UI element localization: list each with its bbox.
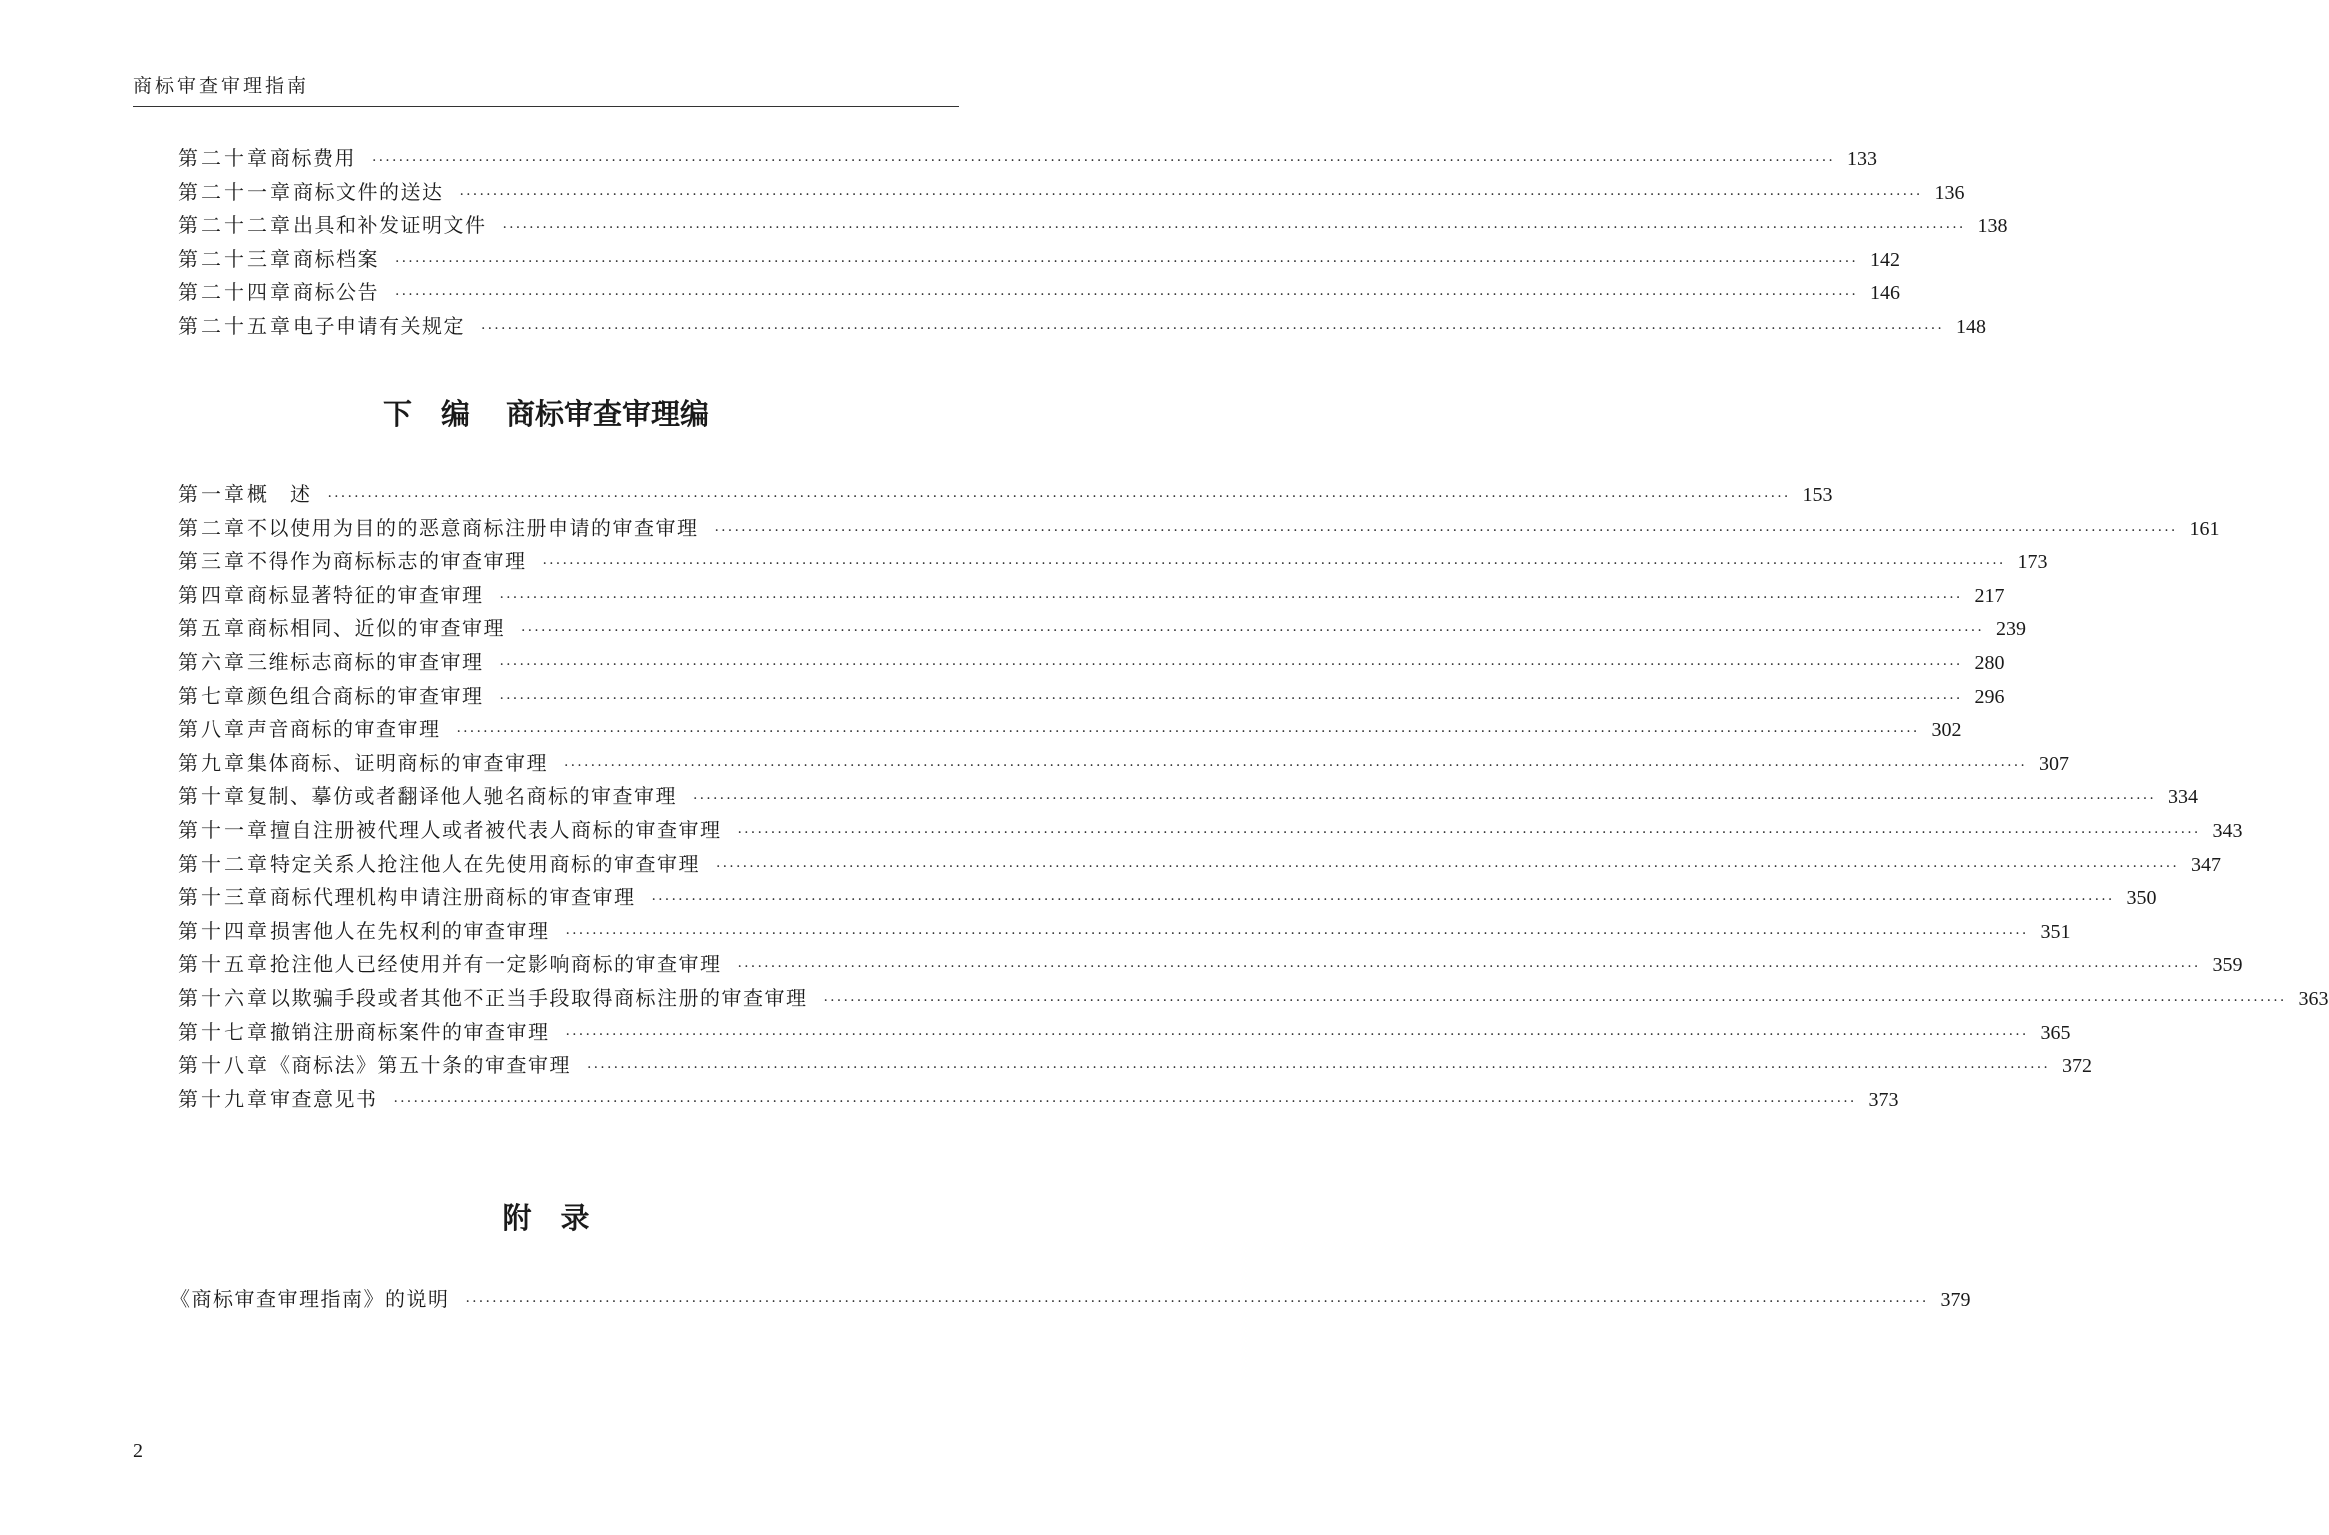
toc-chapter-number: 第十五章 <box>178 952 270 977</box>
toc-appendix-list <box>170 1283 1971 1317</box>
toc-chapter-number: 第二十章 <box>178 146 270 170</box>
toc-leader-dots: ···························································································································································································································· <box>499 690 1963 707</box>
toc-entry <box>178 142 1878 176</box>
toc-chapter-number: 第十章 <box>178 784 247 809</box>
toc-entry <box>178 814 2243 848</box>
toc-page-number: 280 <box>1974 651 2005 674</box>
toc-leader-dots: ···························································································································································································································· <box>481 320 1945 337</box>
toc-chapter-number: 第十四章 <box>178 918 270 943</box>
toc-leader-dots: ···························································································································································································································· <box>587 1060 2051 1077</box>
toc-chapter-title: 不得作为商标标志的审查审理 <box>247 549 527 574</box>
toc-entry <box>178 243 1901 277</box>
appendix-heading <box>0 1196 1092 1237</box>
toc-entry <box>178 1016 2071 1050</box>
toc-entry <box>178 478 1833 512</box>
toc-page-number: 365 <box>2040 1021 2071 1044</box>
appendix-heading-label: 附 录 <box>502 1201 590 1235</box>
toc-page-number: 217 <box>1974 584 2005 607</box>
toc-chapter-title: 电子申请有关规定 <box>293 313 465 338</box>
toc-chapter-title: 商标显著特征的审查审理 <box>247 582 484 607</box>
toc-chapter-number: 第五章 <box>178 616 247 641</box>
toc-leader-dots: ···························································································································································································································· <box>823 992 2287 1009</box>
toc-chapter-title: 集体商标、证明商标的审查审理 <box>247 750 548 775</box>
toc-leader-dots: ···························································································································································································································· <box>395 287 1859 304</box>
toc-page-number: 351 <box>2040 920 2071 943</box>
toc-entry <box>178 915 2071 949</box>
toc-page-number: 334 <box>2168 786 2199 809</box>
toc-page-number: 302 <box>1931 719 1962 742</box>
toc-leader-dots: ···························································································································································································································· <box>521 623 1985 640</box>
toc-chapter-title: 《商标审查审理指南》的说明 <box>170 1287 450 1311</box>
toc-entry <box>178 948 2243 982</box>
toc-chapter-number: 第十八章 <box>178 1053 270 1078</box>
toc-leader-dots: ···························································································································································································································· <box>395 253 1859 270</box>
toc-leader-dots: ···························································································································································································································· <box>651 892 2115 909</box>
toc-entry <box>178 1083 1899 1117</box>
toc-chapter-number: 第一章 <box>178 482 247 506</box>
toc-part2-list <box>178 478 2329 1116</box>
toc-chapter-number: 第十一章 <box>178 817 270 842</box>
toc-leader-dots: ···························································································································································································································· <box>393 1093 1857 1110</box>
toc-chapter-title: 擅自注册被代理人或者被代表人商标的审查审理 <box>270 817 722 842</box>
toc-chapter-number: 第二十五章 <box>178 313 293 338</box>
toc-entry <box>170 1283 1971 1317</box>
toc-leader-dots: ···························································································································································································································· <box>542 556 2006 573</box>
toc-chapter-title: 商标代理机构申请注册商标的审查审理 <box>270 885 636 910</box>
toc-chapter-title: 概 述 <box>247 482 312 506</box>
toc-page-number: 153 <box>1802 484 1833 506</box>
toc-chapter-title: 损害他人在先权利的审查审理 <box>270 918 550 943</box>
toc-entry <box>178 848 2222 882</box>
toc-chapter-number: 第八章 <box>178 717 247 742</box>
toc-chapter-title: 商标相同、近似的审查审理 <box>247 616 505 641</box>
toc-page-number: 359 <box>2212 954 2243 977</box>
toc-entry <box>178 982 2329 1016</box>
toc-entry <box>178 276 1901 310</box>
toc-leader-dots: ···························································································································································································································· <box>372 153 1836 169</box>
toc-chapter-number: 第十六章 <box>178 985 270 1010</box>
toc-leader-dots: ···························································································································································································································· <box>737 959 2201 976</box>
toc-chapter-number: 第二十一章 <box>178 179 293 204</box>
toc-page-number: 142 <box>1870 248 1901 271</box>
running-header-title: 商标审查审理指南 <box>133 75 310 97</box>
toc-entry <box>178 713 1962 747</box>
toc-entry <box>178 1049 2093 1083</box>
toc-entry <box>178 310 1987 344</box>
toc-page-number: 138 <box>1977 215 2008 238</box>
toc-entry <box>178 612 2027 646</box>
toc-page-number: 161 <box>2189 517 2220 540</box>
toc-page-number: 296 <box>1974 685 2005 708</box>
toc-leader-dots: ···························································································································································································································· <box>327 489 1791 505</box>
toc-entry <box>178 579 2005 613</box>
toc-entry <box>178 680 2005 714</box>
toc-leader-dots: ···························································································································································································································· <box>737 824 2201 841</box>
toc-page-number: 146 <box>1870 282 1901 305</box>
toc-chapter-number: 第二十三章 <box>178 246 293 271</box>
toc-entry <box>178 646 2005 680</box>
toc-chapter-title: 出具和补发证明文件 <box>293 213 487 238</box>
toc-chapter-title: 商标档案 <box>293 246 379 271</box>
toc-page-number: 136 <box>1934 181 1965 204</box>
toc-leader-dots: ···························································································································································································································· <box>564 757 2028 774</box>
toc-page-number: 307 <box>2039 752 2070 775</box>
toc-chapter-title: 三维标志商标的审查审理 <box>247 649 484 674</box>
toc-chapter-title: 审查意见书 <box>270 1086 378 1111</box>
toc-entry <box>178 176 1965 210</box>
toc-chapter-title: 商标费用 <box>270 146 356 170</box>
toc-chapter-number: 第二十二章 <box>178 213 293 238</box>
toc-chapter-number: 第十七章 <box>178 1019 270 1044</box>
toc-leader-dots: ···························································································································································································································· <box>502 220 1966 237</box>
toc-chapter-number: 第四章 <box>178 582 247 607</box>
toc-page-number: 347 <box>2191 853 2222 876</box>
toc-leader-dots: ···························································································································································································································· <box>693 791 2157 808</box>
toc-chapter-number: 第六章 <box>178 649 247 674</box>
toc-chapter-title: 《商标法》第五十条的审查审理 <box>270 1053 571 1078</box>
toc-page-number: 379 <box>1940 1289 1971 1311</box>
toc-entry <box>178 209 2008 243</box>
toc-leader-dots: ···························································································································································································································· <box>456 724 1920 741</box>
toc-page-number: 239 <box>1996 618 2027 641</box>
toc-chapter-title: 商标公告 <box>293 280 379 305</box>
toc-leader-dots: ···························································································································································································································· <box>565 925 2029 942</box>
toc-chapter-number: 第十三章 <box>178 885 270 910</box>
toc-page-number: 148 <box>1956 315 1987 338</box>
toc-chapter-number: 第二章 <box>178 515 247 540</box>
toc-leader-dots: ···························································································································································································································· <box>499 589 1963 606</box>
toc-chapter-number: 第三章 <box>178 549 247 574</box>
toc-page-number: 133 <box>1847 148 1878 170</box>
toc-chapter-title: 以欺骗手段或者其他不正当手段取得商标注册的审查审理 <box>270 985 808 1010</box>
toc-entry <box>178 545 2048 579</box>
toc-chapter-title: 撤销注册商标案件的审查审理 <box>270 1019 550 1044</box>
running-header <box>133 72 959 107</box>
toc-entry <box>178 780 2199 814</box>
toc-leader-dots: ···························································································································································································································· <box>565 1026 2029 1043</box>
page-number: 2 <box>133 1440 143 1462</box>
toc-chapter-title: 声音商标的审查审理 <box>247 717 441 742</box>
toc-page-number: 343 <box>2212 819 2243 842</box>
toc-leader-dots: ···························································································································································································································· <box>716 858 2180 875</box>
part2-heading-title: 商标审查审理编 <box>506 397 710 431</box>
toc-entry <box>178 747 2070 781</box>
toc-chapter-title: 商标文件的送达 <box>293 179 444 204</box>
toc-chapter-number: 第二十四章 <box>178 280 293 305</box>
toc-page-number: 173 <box>2017 551 2048 574</box>
part2-heading <box>0 392 1092 433</box>
toc-entry <box>178 512 2220 546</box>
toc-part1-list <box>178 142 2008 344</box>
toc-chapter-number: 第七章 <box>178 683 247 708</box>
toc-entry <box>178 881 2157 915</box>
toc-chapter-number: 第九章 <box>178 750 247 775</box>
toc-page-number: 350 <box>2126 887 2157 910</box>
part2-heading-label: 下 编 <box>382 397 470 431</box>
toc-page-number: 373 <box>1868 1088 1899 1111</box>
toc-chapter-title: 不以使用为目的的恶意商标注册申请的审查审理 <box>247 515 699 540</box>
toc-leader-dots: ···························································································································································································································· <box>714 522 2178 539</box>
toc-chapter-number: 第十九章 <box>178 1086 270 1111</box>
toc-page-number: 363 <box>2298 987 2329 1010</box>
toc-page-number: 372 <box>2062 1055 2093 1078</box>
toc-leader-dots: ···························································································································································································································· <box>499 656 1963 673</box>
toc-chapter-title: 复制、摹仿或者翻译他人驰名商标的审查审理 <box>247 784 677 809</box>
toc-chapter-title: 特定关系人抢注他人在先使用商标的审查审理 <box>270 851 700 876</box>
toc-chapter-title: 颜色组合商标的审查审理 <box>247 683 484 708</box>
toc-leader-dots: ···························································································································································································································· <box>459 186 1923 203</box>
toc-chapter-number: 第十二章 <box>178 851 270 876</box>
toc-chapter-title: 抢注他人已经使用并有一定影响商标的审查审理 <box>270 952 722 977</box>
toc-leader-dots: ···························································································································································································································· <box>465 1294 1929 1310</box>
